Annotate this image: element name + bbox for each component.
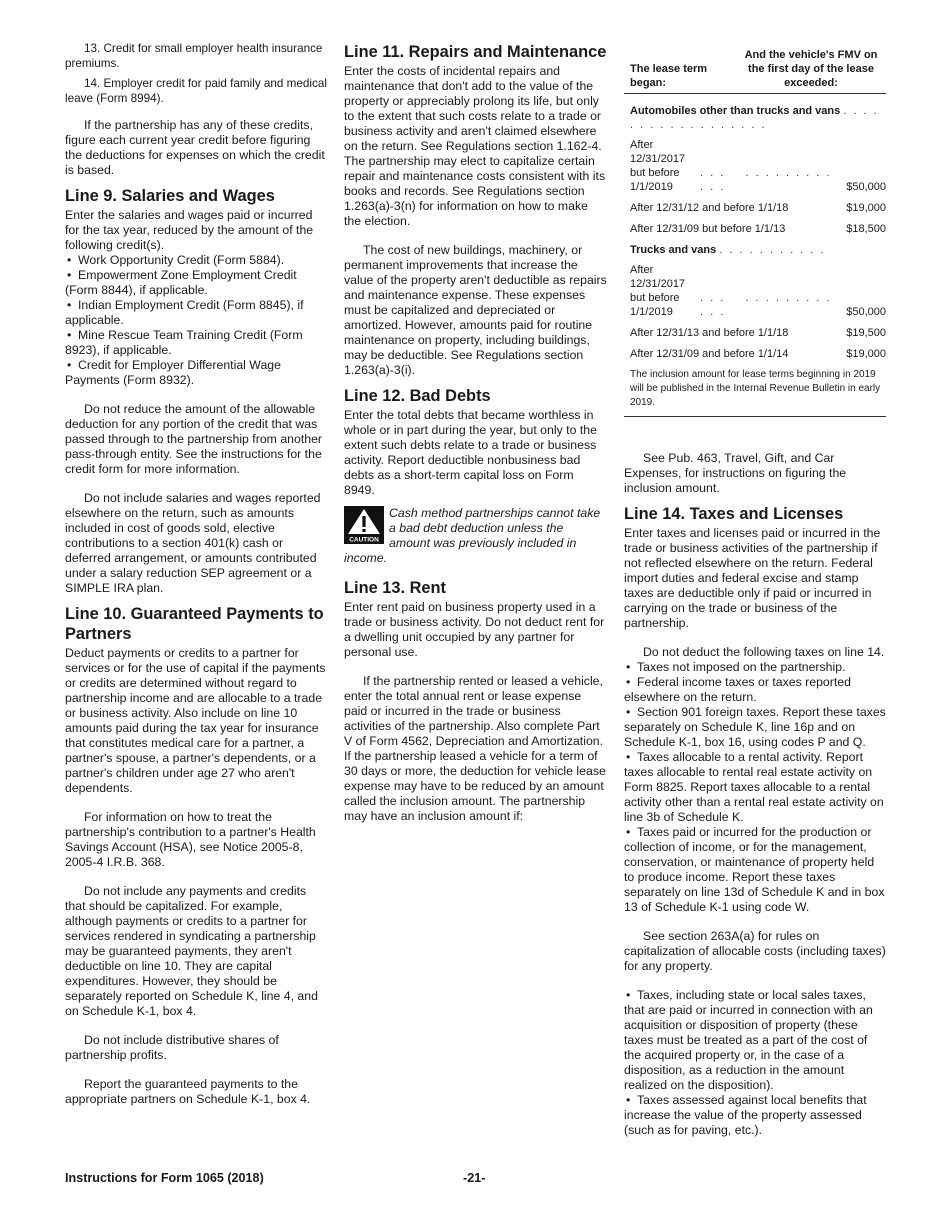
paragraph-report-payments: Report the guaranteed payments to the appropriate partners on Schedule K-1, box 4. xyxy=(65,1077,311,1107)
heading-line-12: Line 12. Bad Debts xyxy=(344,387,491,405)
paragraph-line-10: Deduct payments or credits to a partner for services or for the use of capital if the payments or credits are determined without regard to partnership income and are allocable to a trade or business activity. Also include on line 10 amounts paid during the tax year for insurance that constitutes medical care for a partner, a partner's spouse, a partner's dependents, or a partner's children under age 27 who aren't dependents. xyxy=(65,646,326,796)
paragraph-pub-463: See Pub. 463, Travel, Gift, and Car Expenses, for instructions on figuring the inclusion amount. xyxy=(624,451,847,495)
heading-line-14: Line 14. Taxes and Licenses xyxy=(624,505,844,523)
credit-item-14: 14. Employer credit for paid family and medical leave (Form 8994). xyxy=(65,77,327,105)
list-item: • Taxes assessed against local benefits that increase the value of the property assessed (such as for paving, etc.). xyxy=(624,1093,886,1138)
credit-item-13: 13. Credit for small employer health insurance premiums. xyxy=(65,42,323,70)
table-group-label: Trucks and vans xyxy=(630,244,717,256)
table-note: The inclusion amount for lease terms beginning in 2019 will be published in the Internal Revenue Bulletin in early 2019. xyxy=(630,369,881,408)
heading-line-10: Line 10. Guaranteed Payments to Partners xyxy=(65,605,324,644)
heading-line-9: Line 9. Salaries and Wages xyxy=(65,187,275,206)
heading-line-11: Line 11. Repairs and Maintenance xyxy=(344,43,607,61)
table-cell-amount: $19,500 xyxy=(846,327,886,339)
paragraph-line-12: Enter the total debts that became worthless in whole or in part during the year, but only to the extent such debts relate to a trade or business activity. Report deductible nonbusiness bad debts as a short-term capital loss on Form 8949. xyxy=(344,408,597,497)
table-cell-term: After 12/31/2017 but before 1/1/2019 xyxy=(630,139,686,193)
paragraph-line-11: Enter the costs of incidental repairs and maintenance that don't add to the value of the property or appreciably prolong its life, but only to the extent that such costs relate to a trade or business activity and aren't claimed elsewhere on the return. See Regulations section 1.162-4. The partnership may elect to capitalize certain repair and maintenance costs consistent with its books and records. See Regulations section 1.263(a)-3(n) for information on how to make the election. xyxy=(344,64,606,228)
table-cell-amount: $19,000 xyxy=(846,202,886,214)
caution-box xyxy=(344,506,607,551)
table-row xyxy=(624,347,886,361)
paragraph-line-13: Enter rent paid on business property used in a trade or business activity. Do not deduct rent for a dwelling unit occupied by any partner for personal use. xyxy=(344,600,605,659)
list-item: • Taxes, including state or local sales taxes, that are paid or incurred in connection with an acquisition or disposition of property (these taxes must be treated as a part of the cost of the acquired property or, in the case of a disposition, as a reduction in the amount realized on the disposition). xyxy=(624,988,886,1093)
list-item: • Section 901 foreign taxes. Report these taxes separately on Schedule K, line 16p and on Schedule K-1, box 16, using codes P and Q. xyxy=(624,705,886,750)
list-item: • Credit for Employer Differential Wage Payments (Form 8932). xyxy=(65,358,327,388)
table-cell-amount: $50,000 xyxy=(846,181,886,193)
list-item: • Mine Rescue Team Training Credit (Form 8923), if applicable. xyxy=(65,328,327,358)
paragraph-line-9: Enter the salaries and wages paid or incurred for the tax year, reduced by the amount of the following credit(s). xyxy=(65,208,314,253)
table-header-fmv: And the vehicle's FMV on the first day of the lease exceeded: xyxy=(744,49,878,89)
table-group-label: Automobiles other than trucks and vans xyxy=(630,105,841,117)
paragraph-vehicle-lease: If the partnership rented or leased a vehicle, enter the total annual rent or lease expense paid or incurred in the trade or business activities of the partnership. Also complete Part V of Form 4562, Depreciation and Amortization. If the partnership leased a vehicle for a term of 30 days or more, the deduction for vehicle lease expense may have to be reduced by an amount called the inclusion amount. The partnership may have an inclusion amount if: xyxy=(344,674,606,823)
list-item: • Work Opportunity Credit (Form 5884). xyxy=(65,253,327,268)
table-group-automobiles: Automobiles other than trucks and vans . . . . . . . . . . . . . . . . . . xyxy=(630,105,879,131)
table-cell-amount: $19,000 xyxy=(846,348,886,360)
table-header xyxy=(624,48,886,94)
taxes-list xyxy=(624,660,886,915)
column-left xyxy=(65,42,327,1107)
table-row: After 12/31/2017 but before 1/1/2019 . . . . . . . . . . . . . . . $50,000 xyxy=(630,139,886,193)
paragraph-credits: If the partnership has any of these credits, figure each current year credit before figuring the deductions for expenses on which the credit is based. xyxy=(65,118,325,178)
paragraph-263a: See section 263A(a) for rules on capitalization of allocable costs (including taxes) for any property. xyxy=(624,929,886,973)
inclusion-amount-table xyxy=(624,48,886,417)
paragraph-hsa: For information on how to treat the partnership's contribution to a partner's Health Savings Account (HSA), see Notice 2005-8, 2005-4 I.R.B. 368. xyxy=(65,810,316,870)
caution-label: CAUTION xyxy=(349,536,379,544)
table-cell-amount: $50,000 xyxy=(846,306,886,318)
credit-list xyxy=(65,253,327,388)
caution-text: Cash method partnerships cannot take a bad debt deduction unless the amount was previously included in xyxy=(389,506,601,550)
table-group-trucks: Trucks and vans . . . . . . . . . . . xyxy=(630,244,826,256)
footer-form-title: Instructions for Form 1065 (2018) xyxy=(65,1171,264,1185)
table-row xyxy=(624,201,886,215)
page-number: -21- xyxy=(463,1171,486,1185)
table-cell-term: After 12/31/2017 but before 1/1/2019 xyxy=(630,264,686,318)
table-cell-term: After 12/31/13 and before 1/1/18 xyxy=(630,327,789,339)
list-item: • Taxes not imposed on the partnership. xyxy=(624,660,886,675)
list-item: • Taxes allocable to a rental activity. Report taxes allocable to rental real estate activity on Form 8825. Report taxes allocable to a rental activity other than a rental real estate activity on line 3b of Schedule K. xyxy=(624,750,886,825)
table-cell-term: After 12/31/12 and before 1/1/18 xyxy=(630,202,789,214)
table-row xyxy=(624,326,886,340)
heading-line-13: Line 13. Rent xyxy=(344,579,447,597)
table-header-lease-term: The lease term began: xyxy=(630,63,708,89)
paragraph-new-buildings: The cost of new buildings, machinery, or permanent improvements that increase the value of the property aren't deductible as repairs and maintenance expense. These expenses must be capitalized and depreciated or amortized. However, amounts paid for routine maintenance on property, including buildings, may be deductible. See Regulations section 1.263(a)-3(i). xyxy=(344,243,607,377)
paragraph-do-not-reduce: Do not reduce the amount of the allowable deduction for any portion of the credit that was passed through to the partnership from another pass-through entity. See the instructions for the credit form for more information. xyxy=(65,402,323,477)
list-item: • Indian Employment Credit (Form 8845), if applicable. xyxy=(65,298,327,328)
caution-text-tail: income. xyxy=(344,551,388,565)
list-item: • Federal income taxes or taxes reported elsewhere on the return. xyxy=(624,675,886,705)
column-middle xyxy=(344,42,607,824)
paragraph-line-14: Enter taxes and licenses paid or incurred in the trade or business activities of the partnership if not reflected elsewhere on the return. Federal import duties and federal excise and stamp taxes are deductible only if paid or incurred in carrying on the trade or business of the partnership. xyxy=(624,526,881,630)
paragraph-distributive: Do not include distributive shares of partnership profits. xyxy=(65,1033,279,1063)
caution-icon xyxy=(344,506,384,544)
table-row: After 12/31/2017 but before 1/1/2019 . . . . . . . . . . . . . . . $50,000 xyxy=(630,264,886,318)
list-item: • Taxes paid or incurred for the production or collection of income, or for the management, conservation, or maintenance of property held to produce income. Report these taxes separately on line 13d of Schedule K and in box 13 of Schedule K-1 using code W. xyxy=(624,825,886,915)
taxes-list-2 xyxy=(624,988,886,1138)
column-right xyxy=(624,42,886,1138)
table-cell-term: After 12/31/09 but before 1/1/13 xyxy=(630,223,786,235)
list-item: • Empowerment Zone Employment Credit (Form 8844), if applicable. xyxy=(65,268,327,298)
table-cell-amount: $18,500 xyxy=(846,223,886,235)
paragraph-do-not-deduct: Do not deduct the following taxes on line 14. xyxy=(643,645,885,659)
table-row xyxy=(624,222,886,236)
paragraph-do-not-include-salaries: Do not include salaries and wages reported elsewhere on the return, such as amounts included in cost of goods sold, elective contributions to a section 401(k) cash or deferred arrangement, or amounts contributed under a salary reduction SEP agreement or a SIMPLE IRA plan. xyxy=(65,491,321,596)
paragraph-capitalized: Do not include any payments and credits that should be capitalized. For example, although payments or credits to a partner for services rendered in syndicating a partnership may be guaranteed payments, they aren't deductible on line 10. They are capital expenditures. However, they should be separately reported on Schedule K, line 4, and on Schedule K-1, box 4. xyxy=(65,884,318,1019)
table-cell-term: After 12/31/09 and before 1/1/14 xyxy=(630,348,789,360)
